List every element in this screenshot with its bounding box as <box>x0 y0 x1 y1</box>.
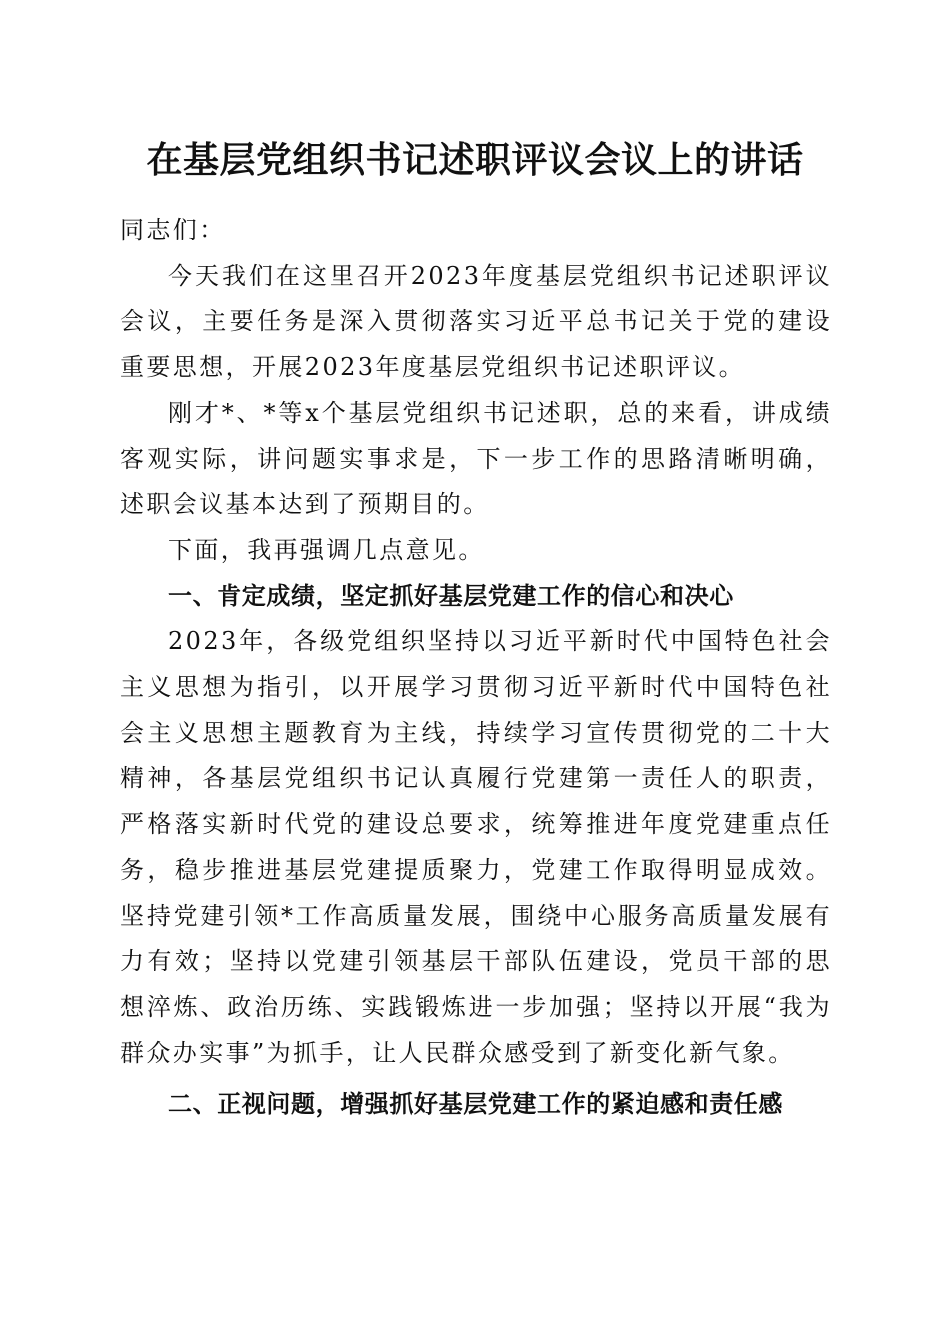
salutation: 同志们： <box>120 216 226 244</box>
section-heading-2: 二、正视问题，增强抓好基层党建工作的紧迫感和责任感 <box>168 1090 783 1119</box>
section-heading-1: 一、肯定成绩，坚定抓好基层党建工作的信心和决心 <box>168 581 734 610</box>
paragraph-opening: 今天我们在这里召开2023年度基层党组织书记述职评议会议，主要任务是深入贯彻落实习近平总书记关于党的建设重要思想，开展2023年度基层党组织书记述职评议。 <box>120 261 832 382</box>
paragraph-transition: 下面，我再强调几点意见。 <box>168 535 485 564</box>
paragraph-review: 刚才*、*等x个基层党组织书记述职，总的来看，讲成绩客观实际，讲问题实事求是，下一步工作的思路清晰明确，述职会议基本达到了预期目的。 <box>120 398 832 519</box>
document-body <box>120 208 832 1128</box>
paragraph-achievements: 2023年，各级党组织坚持以习近平新时代中国特色社会主义思想为指引，以开展学习贯彻习近平新时代中国特色社会主义思想主题教育为主线，持续学习宣传贯彻党的二十大精神，各基层党组织书记认真履行党建第一责任人的职责，严格落实新时代党的建设总要求，统筹推进年度党建重点任务，稳步推进基层党建提质聚力，党建工作取得明显成效。坚持党建引领*工作高质量发展，围绕中心服务高质量发展有力有效；坚持以党建引领基层干部队伍建设，党员干部的思想淬炼、政治历练、实践锻炼进一步加强；坚持以开展“我为群众办实事”为抓手，让人民群众感受到了新变化新气象。 <box>120 627 832 1067</box>
document-title: 在基层党组织书记述职评议会议上的讲话 <box>146 139 804 181</box>
